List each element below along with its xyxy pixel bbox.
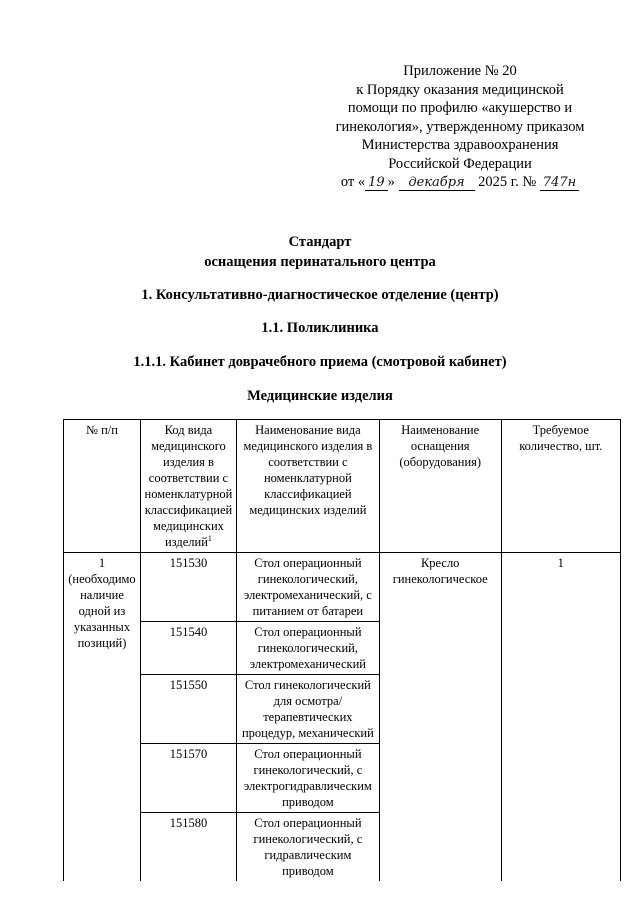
handwritten-order-number: 747н xyxy=(540,176,579,191)
cell-equipment: Кресло гинекологическое xyxy=(379,553,501,882)
annex-line: помощи по профилю «акушерство и xyxy=(347,100,573,116)
table-row xyxy=(64,553,621,622)
handwritten-month: декабря xyxy=(399,176,475,191)
cell-code: 151580 xyxy=(140,813,236,882)
header-code: Код вида медицинского изделия в соответствии с номенклатурной классификацией медицинских изделий$^1$ xyxy=(140,420,236,553)
header-equipment: Наименование оснащения (оборудования) xyxy=(379,420,501,553)
handwritten-day: 19 xyxy=(365,176,388,191)
order-year: 2025 xyxy=(478,174,508,190)
annex-title: Приложение № 20 xyxy=(403,63,517,79)
cell-name: Стол операционный гинекологический, с электрогидравлическим приводом xyxy=(236,744,379,813)
annex-line: Российской Федерации xyxy=(388,155,532,172)
cell-name: Стол операционный гинекологический, электромеханический xyxy=(236,622,379,675)
category-heading: Медицинские изделия xyxy=(247,388,393,404)
annex-line: к Порядку оказания медицинской xyxy=(356,81,564,98)
equipment-table xyxy=(63,419,621,881)
annex-header xyxy=(300,62,620,192)
year-suffix: г. № xyxy=(510,174,537,190)
section-heading: 1. Консультативно-диагностическое отделение (центр) xyxy=(141,287,499,303)
title-line: оснащения перинатального центра xyxy=(204,254,436,270)
header-num: № п/п xyxy=(64,420,141,553)
cell-num: 1 (необходимо наличие одной из указанных позиций) xyxy=(64,553,141,882)
date-mid: » xyxy=(387,174,395,190)
cell-name: Стол гинекологический для осмотра/ терапевтических процедур, механический xyxy=(236,675,379,744)
order-date-line xyxy=(300,173,620,192)
document-title xyxy=(0,232,640,272)
room-heading: 1.1.1. Кабинет доврачебного приема (смотровой кабинет) xyxy=(133,354,507,370)
cell-code: 151570 xyxy=(140,744,236,813)
table-header-row xyxy=(64,420,621,553)
cell-quantity: 1 xyxy=(501,553,620,882)
cell-code: 151530 xyxy=(140,553,236,622)
cell-code: 151540 xyxy=(140,622,236,675)
header-name: Наименование вида медицинского изделия в соответствии с номенклатурной классификацией медицинских изделий xyxy=(236,420,379,553)
subsection-heading: 1.1. Поликлиника xyxy=(261,320,379,336)
annex-line: гинекология», утвержденному приказом xyxy=(335,118,585,135)
header-quantity: Требуемое количество, шт. xyxy=(501,420,620,553)
title-line: Стандарт xyxy=(288,234,352,250)
cell-name: Стол операционный гинекологический, с гидравлическим приводом xyxy=(236,813,379,882)
annex-line: Министерства здравоохранения xyxy=(361,137,559,153)
date-prefix: от « xyxy=(340,174,366,190)
footnote-mark: 1 xyxy=(207,533,212,543)
cell-code: 151550 xyxy=(140,675,236,744)
cell-name: Стол операционный гинекологический, электромеханический, с питанием от батареи xyxy=(236,553,379,622)
